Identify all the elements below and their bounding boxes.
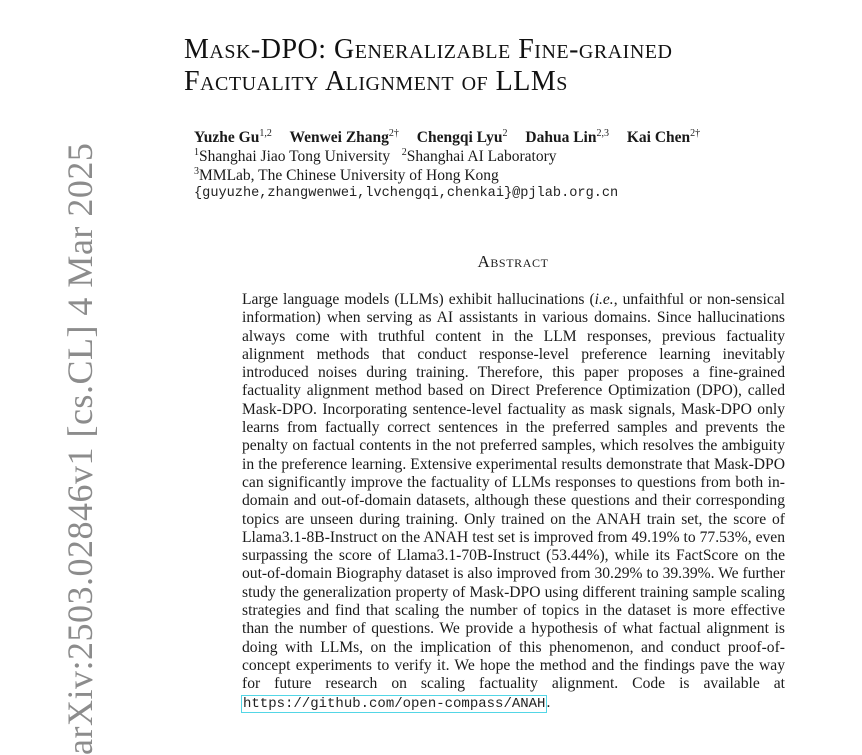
abstract-ie: i.e. bbox=[594, 291, 614, 308]
title-line-2: Factuality Alignment of LLMs bbox=[184, 66, 568, 97]
code-repository-link[interactable]: https://github.com/open-compass/ANAH bbox=[243, 695, 546, 712]
author-name: Kai Chen bbox=[626, 129, 691, 147]
arxiv-identifier-stamp: arXiv:2503.02846v1 [cs.CL] 4 Mar 2025 bbox=[60, 142, 100, 755]
abstract-end: . bbox=[546, 693, 551, 711]
author-affiliation-mark: 2† bbox=[690, 128, 701, 139]
affiliation-shanghai-ai-lab: Shanghai AI Laboratory bbox=[406, 148, 557, 166]
abstract-text bbox=[242, 291, 785, 713]
title-line-1: Mask-DPO: Generalizable Fine-grained bbox=[184, 34, 673, 65]
author bbox=[289, 129, 398, 146]
author-affiliation-mark: 1,2 bbox=[259, 128, 272, 139]
paper-title bbox=[184, 34, 672, 98]
affiliation-mark: 3 bbox=[194, 166, 199, 177]
author-name: Wenwei Zhang bbox=[289, 129, 389, 147]
abstract-part-1: Large language models (LLMs) exhibit hallucinations ( bbox=[242, 291, 595, 308]
author-affiliation-mark: 2 bbox=[502, 128, 508, 139]
author bbox=[627, 129, 700, 146]
author bbox=[417, 129, 508, 146]
abstract-part-2: , unfaithful or non-sensical information) when serving as AI assistants in various domains. Since hallucinations always come with truthful content in the LLM responses, previous factuality alignment methods that conduct response-level preference learning inevitably introduced noises during training. Therefore, this paper proposes a fine-grained factuality alignment method based on Direct Preference Optimization (DPO), called Mask-DPO. Incorporating sentence-level factuality as mask signals, Mask-DPO only learns from factually correct sentences in the preferred samples and prevents the penalty on factual contents in the not preferred samples, which resolves the ambiguity in the preference learning. Extensive experimental results demonstrate that Mask-DPO can significantly improve the factuality of LLMs responses to questions from both in-domain and out-of-domain datasets, although these questions and their corresponding topics are unseen during training. Only trained on the ANAH train set, the score of Llama3.1-8B-Instruct on the ANAH test set is improved from 49.19% to 77.53%, even surpassing the score of Llama3.1-70B-Instruct (53.44%), while its FactScore on the out-of-domain Biography dataset is also improved from 30.29% to 39.39%. We further study the generalization property of Mask-DPO using different training sample scaling strategies and find that scaling the number of topics in the dataset is more effective than the number of questions. We provide a hypothesis of what factual alignment is doing with LLMs, on the implication of this phenomenon, and conduct proof-of-concept experiments to verify it. We hope the method and the findings pave the way for future research on scaling factuality alignment. Code is available at bbox=[242, 291, 785, 693]
author-name: Chengqi Lyu bbox=[416, 129, 503, 147]
affiliation-sjtu: Shanghai Jiao Tong University bbox=[199, 148, 391, 166]
author-name: Yuzhe Gu bbox=[194, 129, 260, 147]
author-emails: {guyuzhe,zhangwenwei,lvchengqi,chenkai}@pjlab.org.cn bbox=[194, 186, 619, 201]
affiliation-line-2 bbox=[194, 166, 499, 185]
author-name: Dahua Lin bbox=[525, 129, 597, 147]
author-affiliation-mark: 2,3 bbox=[596, 128, 609, 139]
author-affiliation-mark: 2† bbox=[388, 128, 399, 139]
affiliation-mark: 2 bbox=[401, 147, 407, 158]
author bbox=[194, 129, 272, 146]
abstract-heading: Abstract bbox=[477, 252, 549, 271]
author bbox=[525, 129, 609, 146]
affiliation-mark: 1 bbox=[194, 147, 199, 158]
author-list bbox=[194, 128, 714, 147]
affiliation-line-1 bbox=[194, 147, 557, 166]
affiliation-mmlab: MMLab, The Chinese University of Hong Kong bbox=[199, 167, 499, 185]
